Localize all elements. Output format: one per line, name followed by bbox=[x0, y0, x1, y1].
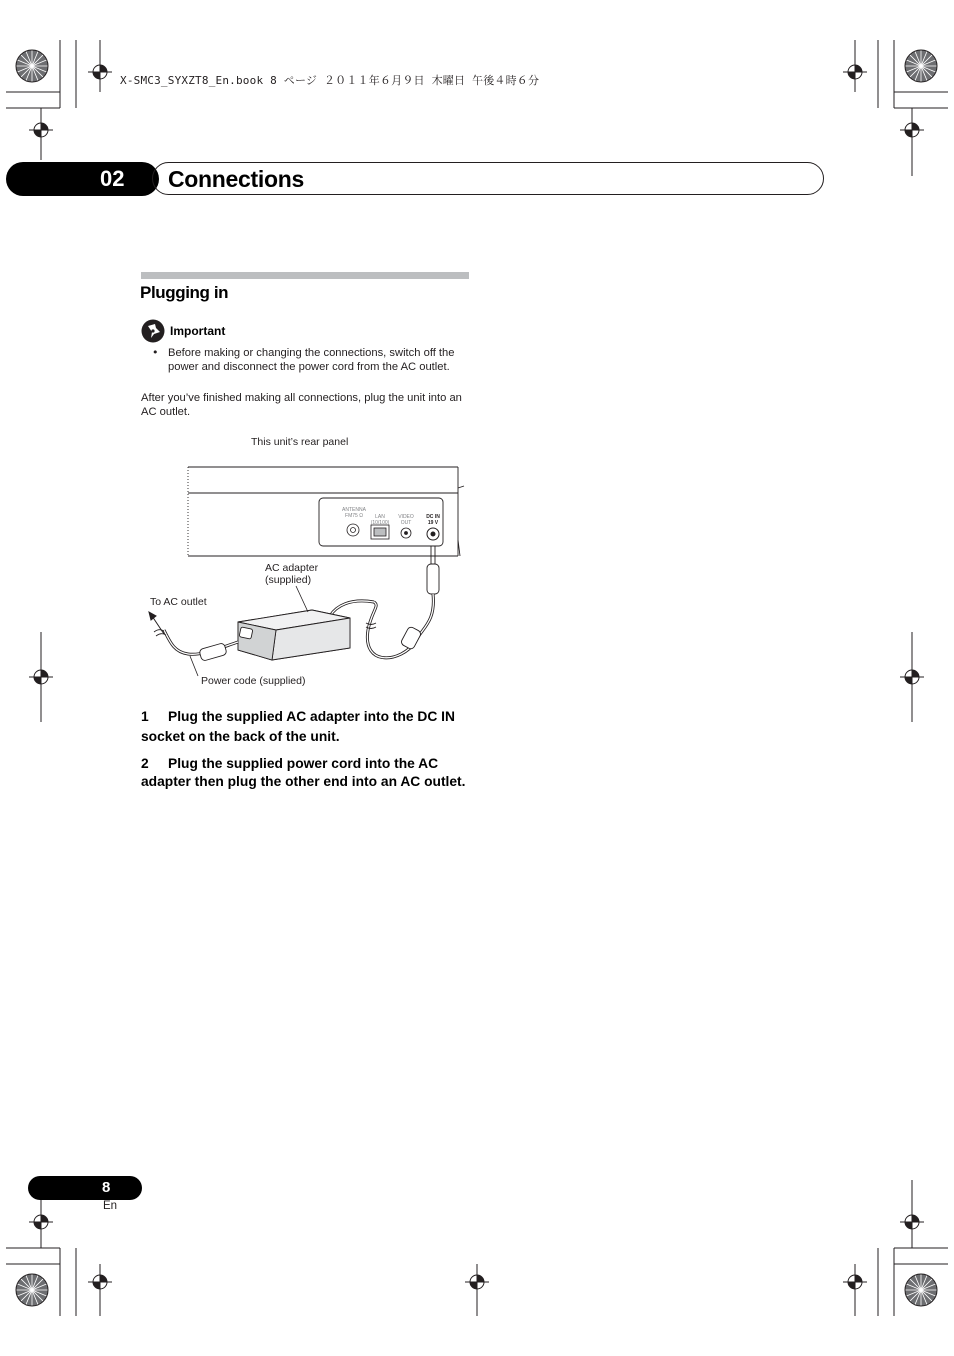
important-icon bbox=[141, 319, 165, 343]
step-text: Plug the supplied AC adapter into the DC IN socket on the back of the unit. bbox=[141, 709, 455, 744]
chapter-title: Connections bbox=[168, 166, 304, 192]
important-bullet: Before making or changing the connections, switch off the power and disconnect the power cord from the AC outlet. bbox=[168, 347, 455, 373]
power-cord-label: Power code (supplied) bbox=[201, 675, 306, 687]
dc-in-label: DC IN 19 V bbox=[426, 514, 440, 526]
antenna-jack bbox=[347, 524, 359, 536]
chapter-number: 02 bbox=[100, 166, 125, 191]
video-out-label: VIDEO OUT bbox=[398, 514, 414, 526]
page-language: En bbox=[103, 1200, 118, 1212]
antenna-label: ANTENNA FM75 Ω bbox=[342, 507, 366, 519]
unit-rear-panel bbox=[188, 467, 464, 556]
bullet-marker: • bbox=[152, 346, 159, 359]
rear-panel-label: This unit’s rear panel bbox=[251, 436, 349, 448]
dc-in-jack bbox=[427, 528, 439, 540]
ac-adapter bbox=[238, 610, 350, 660]
step-number: 2 bbox=[141, 756, 149, 771]
lan-label: LAN (10/100) bbox=[370, 514, 390, 526]
intro-paragraph: After you’ve finished making all connections, plug the unit into an AC outlet. bbox=[141, 392, 462, 418]
section-title: Plugging in bbox=[140, 283, 229, 302]
step-1 bbox=[141, 707, 473, 747]
ac-outlet-label: To AC outlet bbox=[150, 596, 207, 608]
step-number: 1 bbox=[141, 709, 149, 724]
ac-adapter-label: AC adapter (supplied) bbox=[265, 562, 319, 586]
page-number: 8 bbox=[102, 1179, 111, 1196]
dc-plug bbox=[427, 546, 439, 594]
video-out-jack bbox=[401, 528, 411, 538]
step-2 bbox=[141, 755, 473, 791]
connection-diagram bbox=[140, 430, 480, 695]
lan-port bbox=[371, 525, 389, 539]
important-label: Important bbox=[170, 324, 226, 338]
section-divider-bar bbox=[141, 272, 469, 279]
step-text: Plug the supplied power cord into the AC adapter then plug the other end into an AC outlet. bbox=[141, 756, 466, 789]
book-file-header: X-SMC3_SYXZT8_En.book 8 ページ ２０１１年６月９日 木曜日 午後４時６分 bbox=[120, 74, 540, 87]
